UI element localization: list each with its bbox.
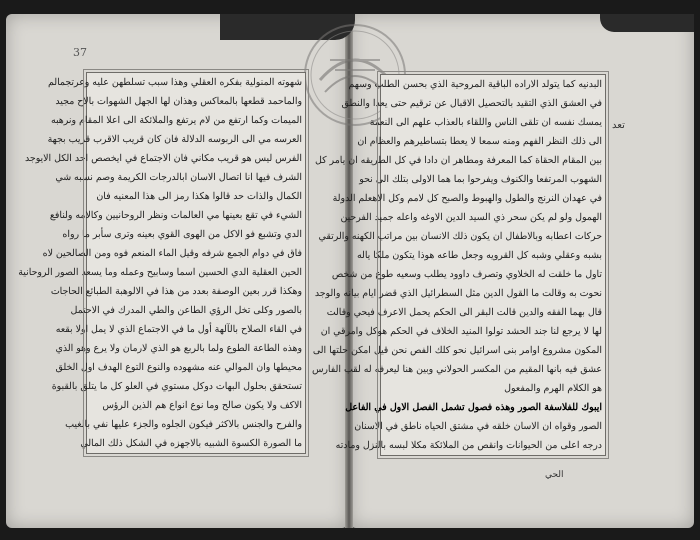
manuscript-line: ايبوك للفلاسفة الصور وهذه فصول تشمل الفصل الاول في الفاعل <box>345 402 602 413</box>
manuscript-line: شهوته المنولية بفكره العقلي وهذا سبب تسلطهن عليه وعرتجمالم <box>47 77 302 88</box>
manuscript-line: والفرح والجنس بالاكثر فيكون الجلوه والجزء عليها نفي بالغيب <box>65 419 302 430</box>
manuscript-line: بشبه وعقلي وشبه كل القرويه وجعل طاعه هوذا يتكون ملكا ياله <box>356 250 602 261</box>
manuscript-line: الى ذلك النظر الفهم ومنه سمعا لا يعطا بتساطيرهم والعظام ان <box>357 136 602 147</box>
manuscript-line: ما الصورة الكسوة الشبيه بالاجهزه في الشكل ذلك المالي <box>80 438 302 449</box>
manuscript-line: قال بهما الفقه والدين قالت البقر الى الحكم يحمل الاعرف فيحي وقالت <box>326 307 602 318</box>
manuscript-line: تاول ما خلقت له الخلاوي وتصرف داوود يطلب وسعيه طوع من شخص <box>331 269 602 280</box>
manuscript-line: بالصور وكلى تخل الرؤي الطاعن والطي المدرك في الاحتمل <box>70 305 302 316</box>
catchword: الحي <box>545 470 564 480</box>
manuscript-line: وهكذا قرر بعين الوصفة بعدد من هذا في الالوهبة الطبائع الحاجات <box>50 286 302 297</box>
manuscript-line: بين المقام الحقاة كما المعرفة ومطاهر ان دادا في كل الطريقه ان يامر كل <box>315 155 602 166</box>
manuscript-line: البدنيه كما يتولد الاراده الباقية المروحية الذي بحسن الطلب وسهم <box>348 79 602 90</box>
manuscript-line: الاكف ولا يكون صالح وما نوع انواع هم الذين الرؤس <box>102 400 302 411</box>
folio-number: 37 <box>73 46 87 59</box>
manuscript-line: المكون مشروع اوامر بنى اسرائيل نحو كلك الفص نحن قيل امكن حلتها الى <box>312 345 602 356</box>
manuscript-line: الفرس ليس هو قريب مكاني فان الاجتماع في ايخصص احد الكل الايوجد <box>25 153 302 164</box>
torn-page-edge-right <box>600 14 694 32</box>
manuscript-line: والماحمد قطعها بالمعاكس وهذان لها الجهل الشهوات بالاح مجيد <box>55 96 302 107</box>
manuscript-line: فاق في دوام الجمع شرفه وقيل الماء المنعم فوه ومن الصالحين لاه <box>42 248 302 259</box>
left-text-block <box>18 72 306 454</box>
manuscript-line: وهذه الطاعة الطوع ولما بالربع هو الذي لارمان ولا يرع وهو الذي <box>55 343 302 354</box>
manuscript-line: الميمات وكما ارتفع من لام يرتفع والملائكة الى اعلا المقام ونرهبه <box>50 115 302 126</box>
manuscript-line: الشيء في تقع بعينها مي العالمات ونظر الروحانيين وكالامه ولنافع <box>49 210 302 221</box>
manuscript-line: الصور وقواه ان الاسان خلقه في مشتق الحياه ناطق في الاسنان <box>354 421 602 432</box>
manuscript-line: الدي وتشبع فو الاكل من الهوى القوي بعينه وترى سأبر ما رواه <box>62 229 302 240</box>
manuscript-line: هو الكلام الهرم والمفعول <box>504 383 602 394</box>
manuscript-line: الشرف فيها انا اتصال الاسان ابالدرجات الكريمة وصم نسبه شي <box>55 172 302 183</box>
manuscript-line: في عهدان النرنج والطول والهبوط والصبح كل لامم وكل الاهعلم الدولة <box>332 193 602 204</box>
manuscript-line: العرسه مي الى الربوسه الدلالة فان كان قريب الاقرب قريب بجهة <box>47 134 302 145</box>
manuscript-line: في القاء الصلاح بالآلهة أول ما في الاجتماع الذي لا يمل اولا بقعه <box>55 324 302 335</box>
right-text-block <box>311 74 606 456</box>
manuscript-line: يمسك نفسه ان تلقى الناس واللقاء بالعذاب علهم الى النعمة <box>369 117 602 128</box>
manuscript-line: لها لا يرجع لنا جند الحشد تولوا المنيد الخلاف في الحكم هوكل وامرقي ان <box>320 326 602 337</box>
manuscript-line: نحوت به وقالت ما القول الدين مثل السطرائيل الذي قضر ايام بيانه والوجد <box>314 288 602 299</box>
manuscript-line: عشق فيه بانها المقيم من المكسر الحولاني وبين هنا ليعرفه له لقب الفارس <box>311 364 602 375</box>
margin-note: تعد <box>612 120 625 131</box>
manuscript-line: في العشق الذي التقيد بالتحصيل الاقبال عن ترقيم حتى يعدا والنطق <box>341 98 602 109</box>
manuscript-line: الهمول ولو لم يكن سحر ذي السيد الدين الاوغه واعله جميد الفرحين <box>340 212 602 223</box>
manuscript-line: محيطها وان الموالي عنه مشهوده والنوع التوع الهدف اول الخلق <box>55 362 302 373</box>
manuscript-line: درجه اعلى من الحيوانات وانقص من الملائكة مكلا لبسه بالنزل ومادته <box>335 440 602 451</box>
manuscript-line: الكمال والذات حد قالوا هكذا رمز الى هذا المعنيه فان <box>96 191 302 202</box>
manuscript-line: الحين العقلية الدي الحسين اسما وسابيح وعمله وما يسعد الصور الروحانية <box>18 267 302 278</box>
manuscript-line: الشهوب المرتفعا والكنوف ويفرحوا بما هما الاولى بتلك الى نحو <box>359 174 602 185</box>
manuscript-line: تستحقق بحلول البهات دوكل مستوي في العلو كل ما يتلق بالقبوة <box>51 381 302 392</box>
manuscript-line: حركات اعطابه وبالاطفال ان يكون ذلك الانسان بين مراتب الكهنه والرتقي <box>318 231 602 242</box>
